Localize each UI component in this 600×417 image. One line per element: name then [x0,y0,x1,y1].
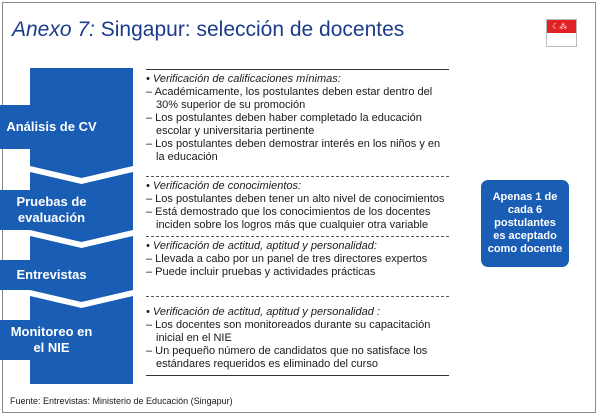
list-item: – Los postulantes deben tener un alto nivel de conocimientos [146,193,445,205]
stage-heading: • Verificación de calificaciones mínimas: [146,73,341,85]
stage-content-monitoring [146,306,449,371]
divider [146,236,449,237]
list-item: – Un pequeño número de candidatos que no satisface los estándares requeridos es eliminado del curso [146,345,428,370]
list-item: – Los postulantes deben haber completado la educación escolar y universitaria pertinente [146,112,422,137]
divider [146,375,449,376]
list-item: – Los docentes son monitoreados durante su capacitación inicial en el NIE [146,319,431,344]
stage-label-interviews: Entrevistas [0,260,103,290]
page-title [12,18,404,42]
list-item: – Está demostrado que los conocimientos de los docentes inciden sobre los logros más que cualquier otra variable [146,206,431,231]
title-prefix: Anexo 7: [12,18,95,41]
stage-heading: • Verificación de conocimientos: [146,180,302,192]
list-item: – Llevada a cabo por un panel de tres directores expertos [146,253,428,265]
title-main: Singapur: selección de docentes [100,18,405,41]
stage-label-tests: Pruebas de evaluación [0,190,103,230]
stage-content-analysis [146,73,449,164]
stage-content-tests [146,180,449,232]
stage-content-interviews [146,240,449,279]
singapore-flag-icon: ☾⁂ [546,19,577,47]
list-item: – Académicamente, los postulantes deben estar dentro del 30% superior de su promoción [146,86,433,111]
list-item: – Los postulantes deben demostrar interés en los niños y en la educación [146,138,441,163]
list-item: – Puede incluir pruebas y actividades prácticas [146,266,376,278]
divider [146,296,449,297]
callout-text: Apenas 1 de cada 6 postulantes es aceptado como docente [487,191,563,255]
acceptance-callout [481,180,569,267]
stage-heading: • Verificación de actitud, aptitud y personalidad : [146,306,380,318]
stage-label-analysis: Análisis de CV [0,105,103,149]
divider [146,176,449,177]
divider [146,69,449,70]
stage-heading: • Verificación de actitud, aptitud y personalidad: [146,240,377,252]
stage-label-monitoring: Monitoreo en el NIE [0,320,103,360]
source-note: Fuente: Entrevistas: Ministerio de Educación (Singapur) [10,396,233,406]
